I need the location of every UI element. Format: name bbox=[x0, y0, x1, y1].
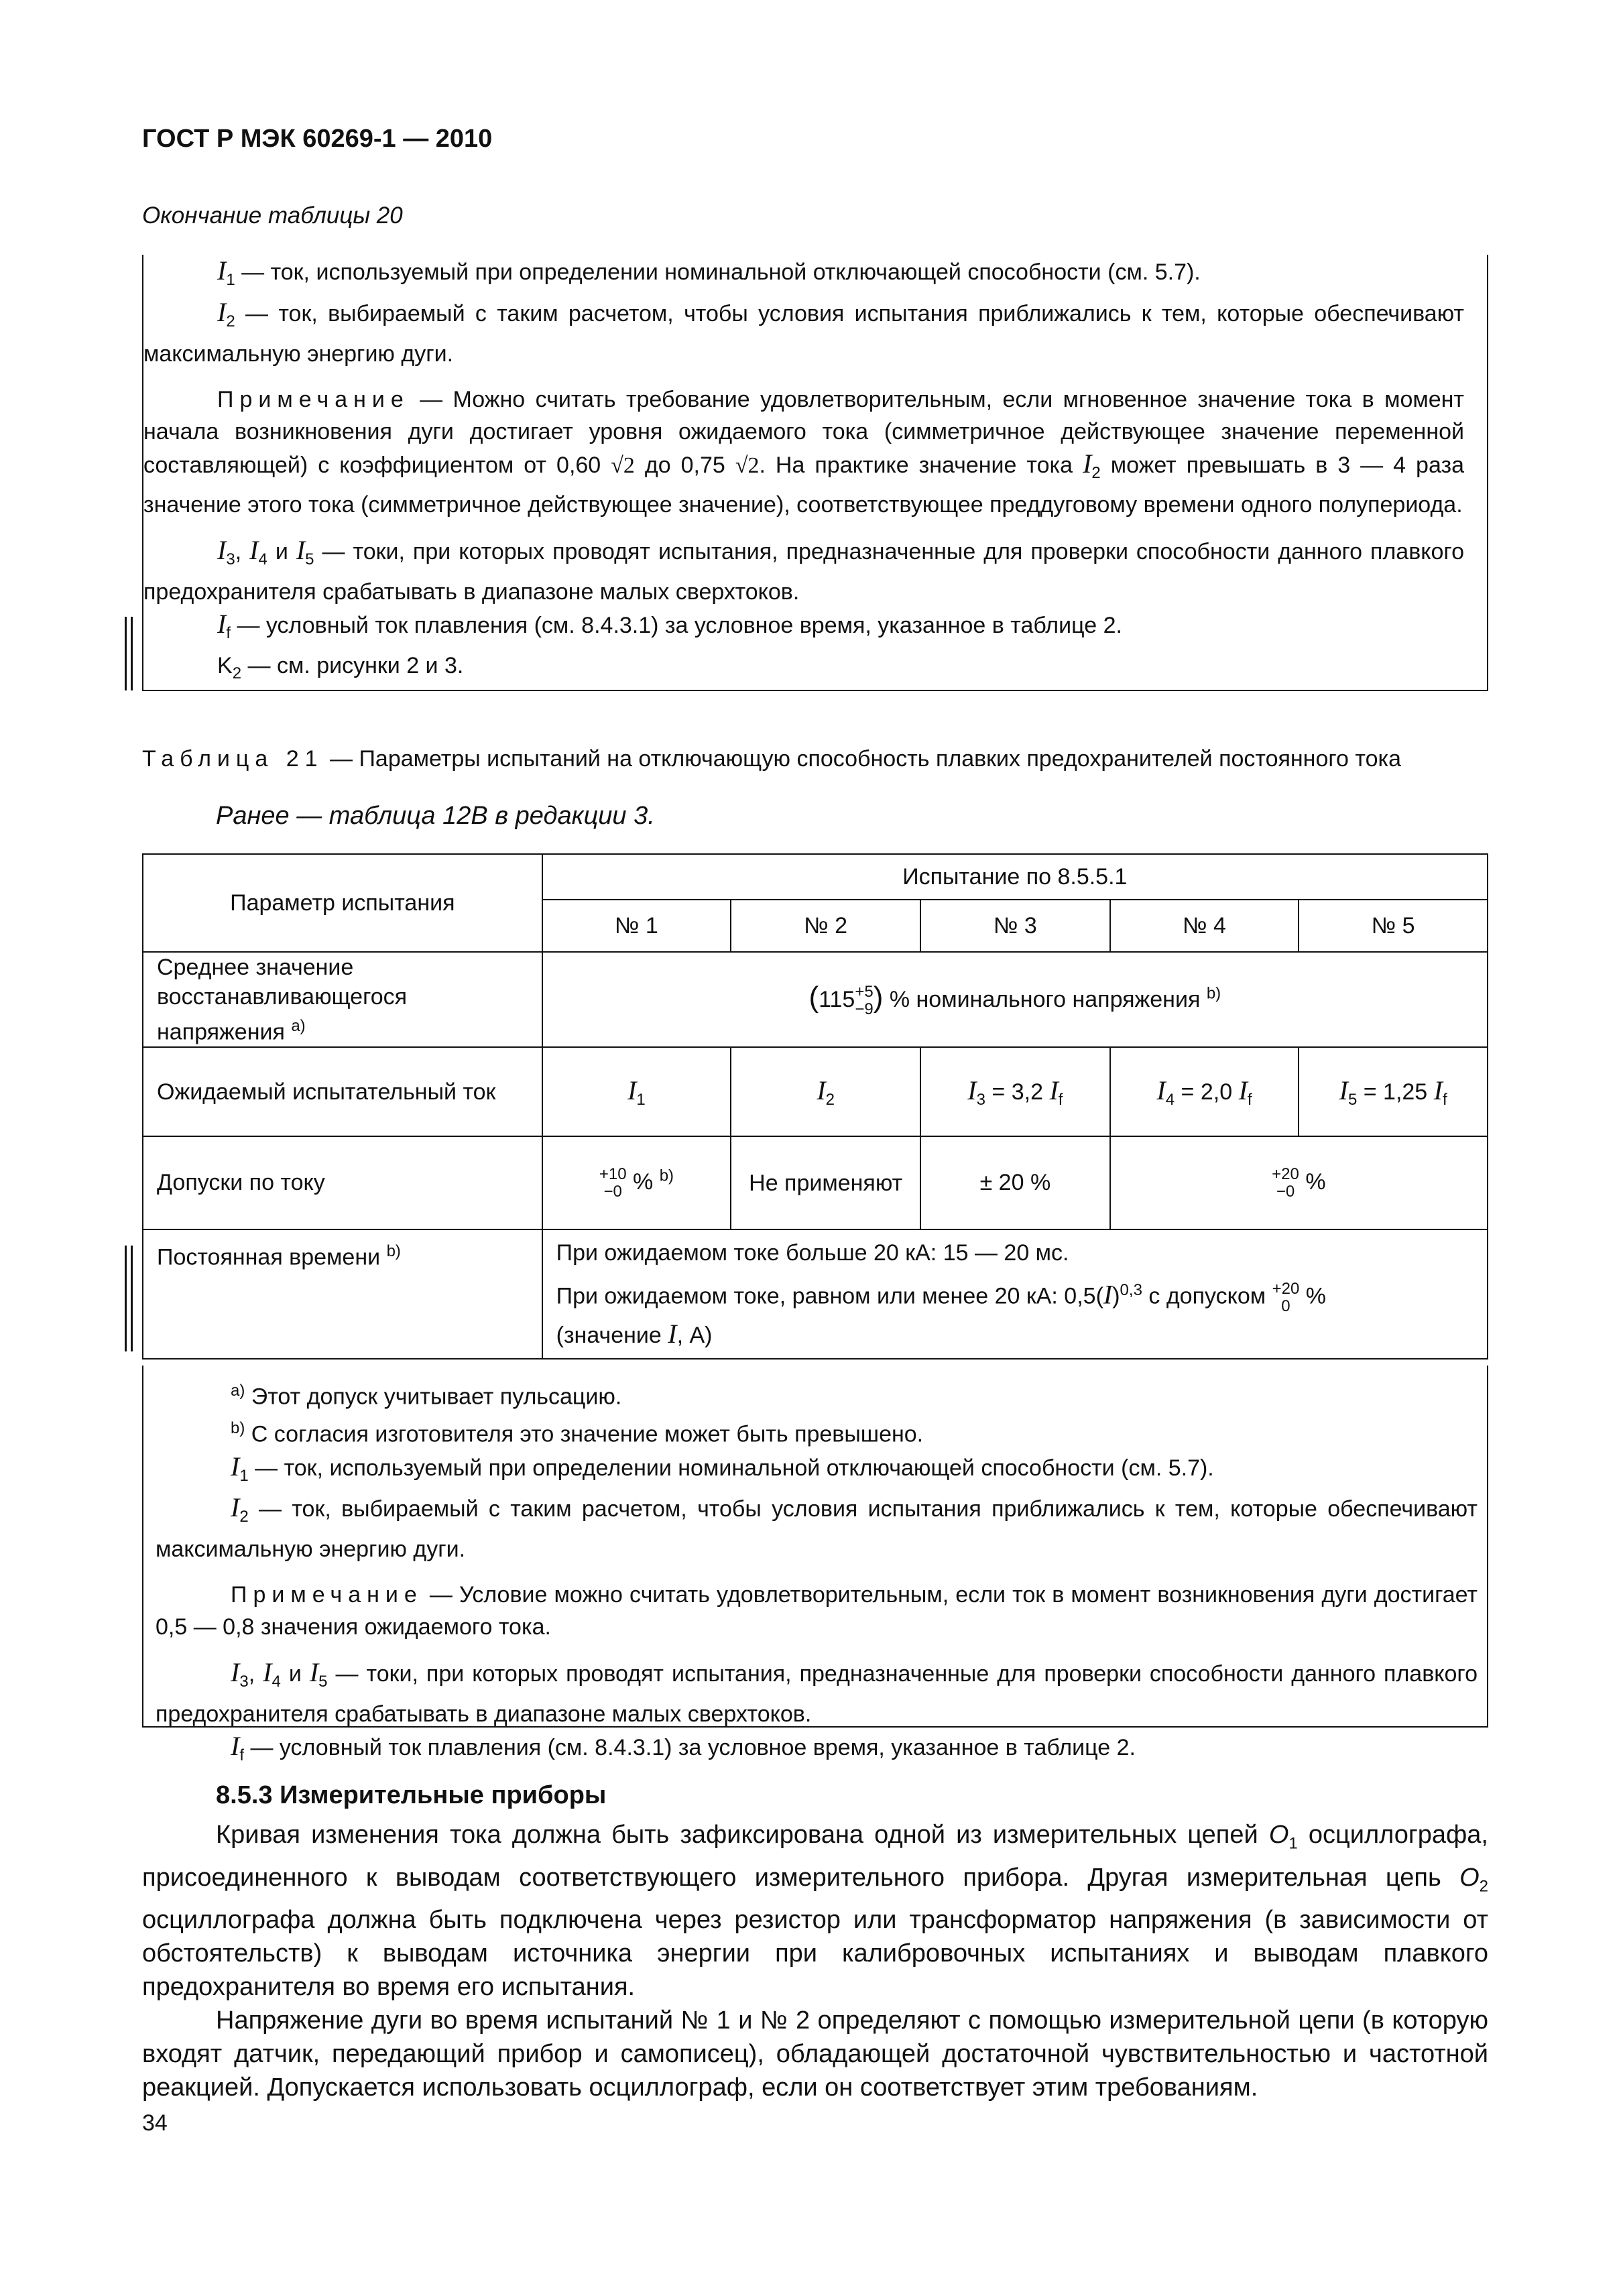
symbol-i: I bbox=[231, 1731, 240, 1762]
footnote-ref: b) bbox=[1206, 984, 1221, 1003]
sub: 3 bbox=[239, 1673, 249, 1691]
p1-text: осциллографа, присоединенного к выводам соответствующего измерительного прибора. Другая измерительная цепь bbox=[142, 1821, 1488, 1892]
sub: f bbox=[239, 1746, 244, 1764]
value-text: = 1,25 bbox=[1357, 1079, 1434, 1105]
sub: 2 bbox=[239, 1508, 249, 1526]
tol-plus: +5 bbox=[855, 983, 874, 1002]
label-text: Среднее значение восстанавливающегося напряжения bbox=[157, 955, 408, 1045]
sub: 4 bbox=[272, 1673, 281, 1691]
note-label: Примечание bbox=[217, 386, 410, 412]
caption-label: Таблица 21 bbox=[142, 746, 324, 772]
value-text: = 3,2 bbox=[985, 1079, 1050, 1105]
note-if: — условный ток плавления (см. 8.4.3.1) за условное время, указанное в таблице 2. bbox=[244, 1735, 1136, 1761]
value-text: % номинального напряжения bbox=[889, 987, 1201, 1013]
symbol-i: I bbox=[217, 296, 227, 327]
note-a: Этот допуск учитывает пульсацию. bbox=[245, 1384, 622, 1410]
footnote-mark: b) bbox=[231, 1419, 245, 1438]
row3-label: Допуски по току bbox=[143, 1136, 542, 1229]
paren: ) bbox=[873, 981, 884, 1014]
footnote-mark: a) bbox=[231, 1382, 245, 1400]
k2-def: — см. рисунки 2 и 3. bbox=[241, 652, 464, 678]
tol-plus: +20 bbox=[1272, 1279, 1300, 1298]
sub: 3 bbox=[226, 550, 235, 569]
footnote-ref: b) bbox=[386, 1242, 401, 1261]
row1-label bbox=[143, 952, 542, 1047]
symbol-o: O bbox=[1268, 1821, 1289, 1849]
note-text: — Можно считать требование удовлетворительным, если мгновенное значение тока в момент начала возникновения дуги достигает уровня ожидаемого тока (симметричное действующее значение переменной составляющей) с коэффициентом от 0,60 bbox=[143, 386, 1464, 478]
symbol-i: I bbox=[231, 1657, 240, 1688]
row4-label bbox=[143, 1229, 542, 1358]
symbol-i: I bbox=[817, 1075, 826, 1105]
sub: 2 bbox=[232, 664, 242, 682]
test-5: № 5 bbox=[1299, 900, 1488, 952]
test-4: № 4 bbox=[1110, 900, 1299, 952]
note-text: может превышать в 3 — 4 раза значение этого тока (симметричное действующее значение), соответствующее преддуговому времени одного полупериода. bbox=[143, 452, 1464, 518]
symbol-i: I bbox=[263, 1657, 272, 1688]
value-text: При ожидаемом токе, равном или менее 20 кА: 0,5( bbox=[556, 1283, 1103, 1309]
tol-minus: −9 bbox=[855, 1000, 874, 1019]
sep: , bbox=[235, 539, 250, 565]
note-text: до 0,75 bbox=[634, 452, 735, 478]
footnote-ref: b) bbox=[659, 1166, 674, 1185]
p1-text: осциллографа должна быть подключена через резистор или трансформатор напряжения (в зависимости от обстоятельств) к выводам источника энергии при калибровочных испытаниях и выводам плавкого предохранителя во время его испытания. bbox=[142, 1906, 1488, 2002]
table20-end-box bbox=[142, 255, 1488, 691]
page-number: 34 bbox=[142, 2110, 168, 2136]
sub: f bbox=[1247, 1090, 1252, 1109]
sub: 4 bbox=[1165, 1090, 1175, 1109]
table21-notes bbox=[142, 1366, 1488, 1764]
row2-v3 bbox=[920, 1047, 1110, 1136]
note-i2: — ток, выбираемый с таким расчетом, чтобы условия испытания приближались к тем, которые обеспечивают максимальную энергию дуги. bbox=[156, 1496, 1478, 1563]
pct: % bbox=[1305, 1168, 1326, 1195]
row2-v5 bbox=[1299, 1047, 1488, 1136]
label-text: Постоянная времени bbox=[157, 1244, 381, 1270]
paren: ) bbox=[1112, 1283, 1120, 1309]
document-header: ГОСТ Р МЭК 60269-1 — 2010 bbox=[142, 125, 493, 153]
box1-text bbox=[143, 255, 1464, 690]
sub: f bbox=[1443, 1090, 1447, 1109]
symbol-i: I bbox=[1083, 448, 1092, 479]
sub: 5 bbox=[305, 550, 314, 569]
sub: f bbox=[226, 623, 231, 642]
note-text: . На практике значение тока bbox=[759, 452, 1083, 478]
symbol-i: I bbox=[1049, 1075, 1059, 1105]
symbol-k: K bbox=[217, 652, 233, 678]
footnote-ref: a) bbox=[291, 1017, 306, 1035]
test-1: № 1 bbox=[542, 900, 731, 952]
table21 bbox=[142, 853, 1488, 1360]
note-text: — Условие можно считать удовлетворительным, если ток в момент возникновения дуги достигает 0,5 — 0,8 значения ожидаемого тока. bbox=[156, 1582, 1478, 1640]
change-bar bbox=[125, 617, 133, 690]
symbol-i: I bbox=[1238, 1075, 1248, 1105]
sqrt-symbol: √2 bbox=[735, 452, 760, 478]
symbol-i: I bbox=[627, 1075, 637, 1105]
sub: 1 bbox=[636, 1090, 646, 1109]
section-body bbox=[142, 1818, 1488, 2104]
sep: и bbox=[280, 1661, 310, 1687]
sub: 2 bbox=[825, 1090, 835, 1109]
section-title: 8.5.3 Измерительные приборы bbox=[216, 1781, 607, 1809]
value-text: = 2,0 bbox=[1175, 1079, 1239, 1105]
value-text: (значение bbox=[556, 1322, 668, 1348]
note-i345: — токи, при которых проводят испытания, предназначенные для проверки способности данного плавкого предохранителя срабатывать в диапазоне малых сверхтоков. bbox=[156, 1661, 1478, 1728]
row4-value bbox=[542, 1229, 1488, 1358]
i1-def: — ток, используемый при определении номинальной отключающей способности (см. 5.7). bbox=[235, 259, 1201, 285]
value-text: , А) bbox=[676, 1322, 713, 1348]
base-value: 115 bbox=[819, 987, 855, 1013]
row2-v1 bbox=[542, 1047, 731, 1136]
table-continuation-label: Окончание таблицы 20 bbox=[142, 202, 403, 229]
symbol-i: I bbox=[217, 535, 227, 566]
row2-label: Ожидаемый испытательный ток bbox=[143, 1047, 542, 1136]
symbol-i: I bbox=[309, 1657, 319, 1688]
tolerance bbox=[1272, 1280, 1300, 1315]
i345-def: — токи, при которых проводят испытания, предназначенные для проверки способности данного плавкого предохранителя срабатывать в диапазоне малых сверхтоков. bbox=[143, 539, 1464, 605]
test-2: № 2 bbox=[731, 900, 920, 952]
row4-line2 bbox=[556, 1272, 1474, 1353]
param-header: Параметр испытания bbox=[143, 854, 542, 952]
note-i1: — ток, используемый при определении номинальной отключающей способности (см. 5.7). bbox=[248, 1455, 1214, 1481]
symbol-i: I bbox=[296, 535, 306, 566]
test-3: № 3 bbox=[920, 900, 1110, 952]
pct: % bbox=[1305, 1283, 1326, 1309]
symbol-i: I bbox=[217, 255, 227, 286]
tol-minus: 0 bbox=[1281, 1296, 1290, 1315]
sub: 3 bbox=[976, 1090, 985, 1109]
symbol-i: I bbox=[249, 535, 259, 566]
tolerance bbox=[1272, 1166, 1299, 1201]
row3-v45 bbox=[1110, 1136, 1488, 1229]
symbol-i: I bbox=[1433, 1075, 1443, 1105]
sub: 2 bbox=[226, 312, 235, 330]
p2: Напряжение дуги во время испытаний № 1 и № 2 определяют с помощью измерительной цепи (в которую входят датчик, передающий прибор и самописец), обладающей достаточной чувствительностью и частотной реакцией. Допускается использовать осциллограф, если он соответствует этим требованиям. bbox=[142, 2006, 1488, 2102]
sub: f bbox=[1058, 1090, 1063, 1109]
if-def: — условный ток плавления (см. 8.4.3.1) за условное время, указанное в таблице 2. bbox=[231, 613, 1122, 639]
change-bar bbox=[125, 1246, 133, 1351]
paren: ( bbox=[808, 981, 819, 1014]
tol-minus: −0 bbox=[603, 1182, 622, 1201]
note-label: Примечание bbox=[231, 1582, 423, 1608]
row4-line1: При ожидаемом токе больше 20 кА: 15 — 20 мс. bbox=[556, 1240, 1069, 1266]
value-text: с допуском bbox=[1142, 1283, 1272, 1309]
row2-v4 bbox=[1110, 1047, 1299, 1136]
test-header: Испытание по 8.5.5.1 bbox=[542, 854, 1488, 900]
p1-text: Кривая изменения тока должна быть зафиксирована одной из измерительных цепей bbox=[216, 1821, 1269, 1849]
symbol-i: I bbox=[1339, 1075, 1348, 1105]
sub: 1 bbox=[239, 1466, 249, 1485]
sqrt-symbol: √2 bbox=[611, 452, 635, 478]
sub: 2 bbox=[1091, 463, 1101, 482]
sub: 1 bbox=[1288, 1834, 1298, 1853]
row3-v3: ± 20 % bbox=[920, 1136, 1110, 1229]
symbol-i: I bbox=[231, 1492, 240, 1523]
symbol-i: I bbox=[967, 1075, 977, 1105]
row1-value bbox=[542, 952, 1488, 1047]
sub: 2 bbox=[1479, 1877, 1488, 1896]
notes-text bbox=[156, 1375, 1478, 1772]
symbol-i: I bbox=[217, 609, 227, 640]
row3-v2: Не применяют bbox=[731, 1136, 920, 1229]
tolerance bbox=[855, 983, 873, 1018]
sub: 5 bbox=[318, 1673, 328, 1691]
symbol-i: I bbox=[231, 1451, 240, 1482]
symbol-i: I bbox=[1103, 1279, 1113, 1310]
table-caption bbox=[142, 743, 1488, 775]
tol-minus: −0 bbox=[1276, 1182, 1295, 1201]
sep: , bbox=[248, 1661, 263, 1687]
row3-v1 bbox=[542, 1136, 731, 1229]
previous-note: Ранее — таблица 12В в редакции 3. bbox=[216, 802, 655, 830]
tolerance bbox=[599, 1166, 627, 1201]
tol-plus: +10 bbox=[599, 1164, 627, 1183]
symbol-i: I bbox=[668, 1318, 677, 1349]
tol-plus: +20 bbox=[1272, 1164, 1299, 1183]
i2-def: — ток, выбираемый с таким расчетом, чтобы условия испытания приближались к тем, которые обеспечивают максимальную энергию дуги. bbox=[143, 300, 1464, 367]
sub: 5 bbox=[1347, 1090, 1358, 1109]
row2-v2 bbox=[731, 1047, 920, 1136]
symbol-i: I bbox=[1156, 1075, 1166, 1105]
note-b: С согласия изготовителя это значение может быть превышено. bbox=[245, 1421, 924, 1447]
sub: 4 bbox=[258, 550, 267, 569]
caption-title: — Параметры испытаний на отключающую способность плавких предохранителей постоянного тока bbox=[323, 746, 1402, 772]
exponent: 0,3 bbox=[1120, 1281, 1142, 1300]
sub: 1 bbox=[226, 270, 235, 289]
symbol-o: O bbox=[1459, 1863, 1480, 1892]
sep: и bbox=[267, 539, 296, 565]
pct: % bbox=[633, 1168, 654, 1195]
